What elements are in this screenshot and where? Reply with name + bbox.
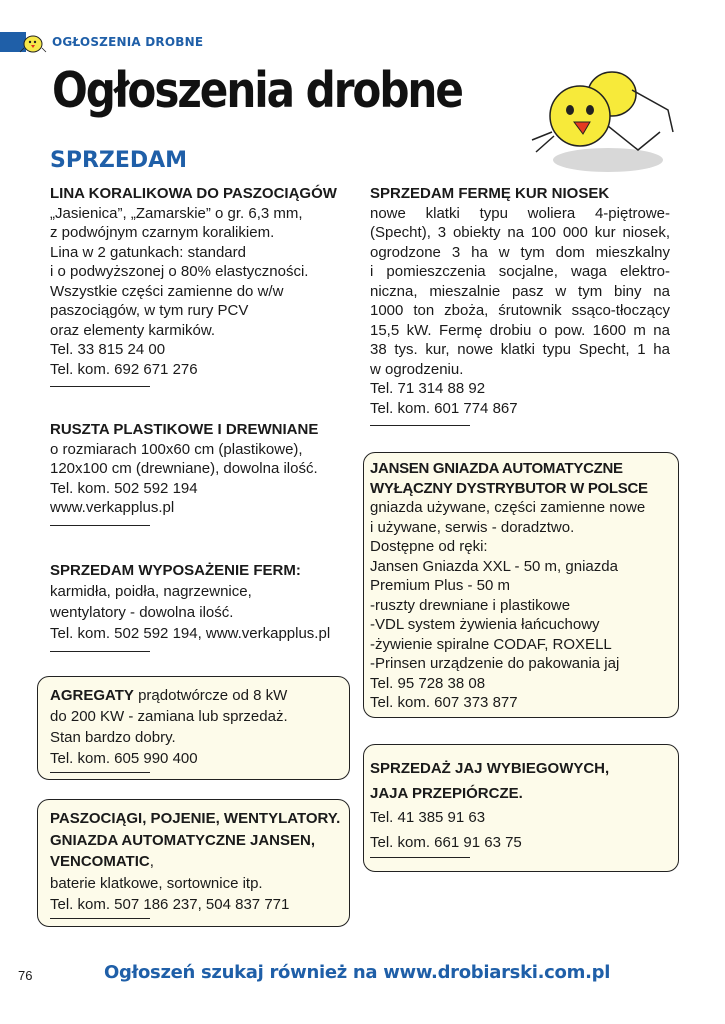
section-title: SPRZEDAM [50, 148, 188, 173]
ad-phone: Tel. kom. 605 990 400 [50, 750, 198, 767]
ad-paszociagi [50, 808, 340, 919]
ad-line: nowe klatki typu woliera 4-piętrowe- [370, 204, 670, 222]
ad-line: 15,5 kW. Fermę drobiu o pow. 1600 m na [370, 321, 670, 339]
ad-phone: Tel. kom. 502 592 194 [50, 479, 198, 497]
chick-illustration-icon [528, 60, 676, 182]
ad-line: wentylatory - dowolna ilość. [50, 604, 234, 621]
divider [370, 857, 470, 858]
ad-title: JANSEN GNIAZDA AUTOMATYCZNE [370, 460, 623, 477]
ad-title: GNIAZDA AUTOMATYCZNE JANSEN, [50, 831, 316, 849]
ad-title-line [50, 851, 340, 873]
ad-line: z podwójnym czarnym koralikiem. [50, 224, 275, 241]
ad-line: w ogrodzeniu. [370, 360, 464, 378]
ad-phone: Tel. 95 728 38 08 [370, 674, 486, 692]
ad-line: gniazda używane, części zamienne nowe [370, 499, 646, 516]
ad-link[interactable]: www.verkapplus.pl [50, 499, 175, 516]
ad-line: Wszystkie części zamienne do w/w [50, 282, 284, 300]
ad-line: do 200 KW - zamiana lub sprzedaż. [50, 708, 288, 725]
ad-line: oraz elementy karmików. [50, 321, 216, 339]
divider [50, 918, 150, 919]
chick-icon [18, 30, 48, 56]
divider [50, 772, 150, 773]
ad-title: LINA KORALIKOWA DO PASZOCIĄGÓW [50, 185, 337, 202]
ad-line: paszociągów, w tym rury PCV [50, 302, 249, 319]
divider [370, 425, 470, 426]
ad-phone: Tel. kom. 502 592 194, www.verkapplus.pl [50, 625, 331, 642]
ad-line: -żywienie spiralne CODAF, ROXELL [370, 635, 612, 653]
ad-phone: Tel. kom. 607 373 877 [370, 694, 518, 711]
ad-line: i używane, serwis - doradztwo. [370, 518, 575, 536]
ad-line: Premium Plus - 50 m [370, 577, 511, 594]
ad-title: SPRZEDAM WYPOSAŻENIE FERM: [50, 562, 301, 579]
ad-title: AGREGATY [50, 687, 134, 704]
ad-title: RUSZTA PLASTIKOWE I DREWNIANE [50, 421, 319, 438]
ad-jansen [370, 459, 648, 713]
ad-line: ogrodzone 3 ha w tym dom mieszkalny [370, 243, 670, 261]
ad-ferma-kur [370, 184, 670, 426]
ad-line: 1000 ton zboża, śrutownik ssąco-tłoczący [370, 302, 670, 319]
ad-phone: Tel. 33 815 24 00 [50, 341, 166, 358]
footer-link-text[interactable]: Ogłoszeń szukaj również na www.drobiarski.com.pl [104, 962, 611, 983]
ad-lina-koralikowa [50, 184, 337, 387]
ad-title-tail: , [149, 853, 154, 870]
section-label: OGŁOSZENIA DROBNE [52, 35, 204, 49]
ad-phone: Tel. kom. 601 774 867 [370, 399, 518, 417]
ad-line: baterie klatkowe, sortownice itp. [50, 874, 263, 892]
page-number: 76 [18, 968, 33, 983]
ad-title: VENCOMATIC [50, 853, 150, 870]
ad-title-line [50, 685, 288, 706]
ad-line: 120x100 cm (drewniane), dowolna ilość. [50, 460, 318, 477]
ad-phone: Tel. kom. 661 91 63 75 [370, 833, 522, 851]
ad-title-rest: prądotwórcze od 8 kW [133, 687, 288, 704]
ad-line: i pomieszczenia socjalne, waga elektro- [370, 263, 670, 280]
ad-title: SPRZEDAŻ JAJ WYBIEGOWYCH, [370, 760, 610, 777]
ad-title: PASZOCIĄGI, POJENIE, WENTYLATORY. [50, 810, 341, 827]
ad-phone: Tel. kom. 692 671 276 [50, 360, 198, 378]
ad-title: SPRZEDAM FERMĘ KUR NIOSEK [370, 185, 610, 202]
ad-agregaty [50, 685, 288, 773]
ad-line: Stan bardzo dobry. [50, 729, 176, 746]
ad-line: o rozmiarach 100x60 cm (plastikowe), [50, 440, 303, 458]
divider [50, 651, 150, 652]
ad-line: i o podwyższonej o 80% elastyczności. [50, 263, 309, 280]
page-title: Ogłoszenia drobne [52, 62, 462, 119]
ad-line: Lina w 2 gatunkach: standard [50, 243, 246, 261]
ad-phone: Tel. 41 385 91 63 [370, 809, 486, 826]
ad-line: „Jasienica”, „Zamarskie” o gr. 6,3 mm, [50, 204, 303, 222]
ad-jaja [370, 757, 609, 858]
divider [50, 386, 150, 387]
ad-wyposazenie-ferm [50, 560, 330, 652]
ad-line: -Prinsen urządzenie do pakowania jaj [370, 655, 620, 672]
divider [50, 525, 150, 526]
ad-ruszta [50, 420, 318, 526]
ad-phone: Tel. kom. 507 186 237, 504 837 771 [50, 896, 290, 913]
ad-title: WYŁĄCZNY DYSTRYBUTOR W POLSCE [370, 479, 648, 497]
ad-line: -ruszty drewniane i plastikowe [370, 596, 571, 614]
ad-title: JAJA PRZEPIÓRCZE. [370, 784, 523, 802]
ad-line: Jansen Gniazda XXL - 50 m, gniazda [370, 557, 618, 575]
ad-line: 38 tys. kur, nowe klatki typu Specht, 1 ha [370, 341, 670, 358]
ad-phone: Tel. 71 314 88 92 [370, 380, 486, 397]
ad-line: niczna, mieszalnie pasz w tym biny na [370, 282, 670, 300]
ad-line: Dostępne od ręki: [370, 538, 488, 555]
ad-line: -VDL system żywienia łańcuchowy [370, 616, 600, 633]
ad-line: (Specht), 3 obiekty na 100 000 kur niosek, [370, 224, 670, 241]
ad-line: karmidła, poidła, nagrzewnice, [50, 583, 252, 600]
